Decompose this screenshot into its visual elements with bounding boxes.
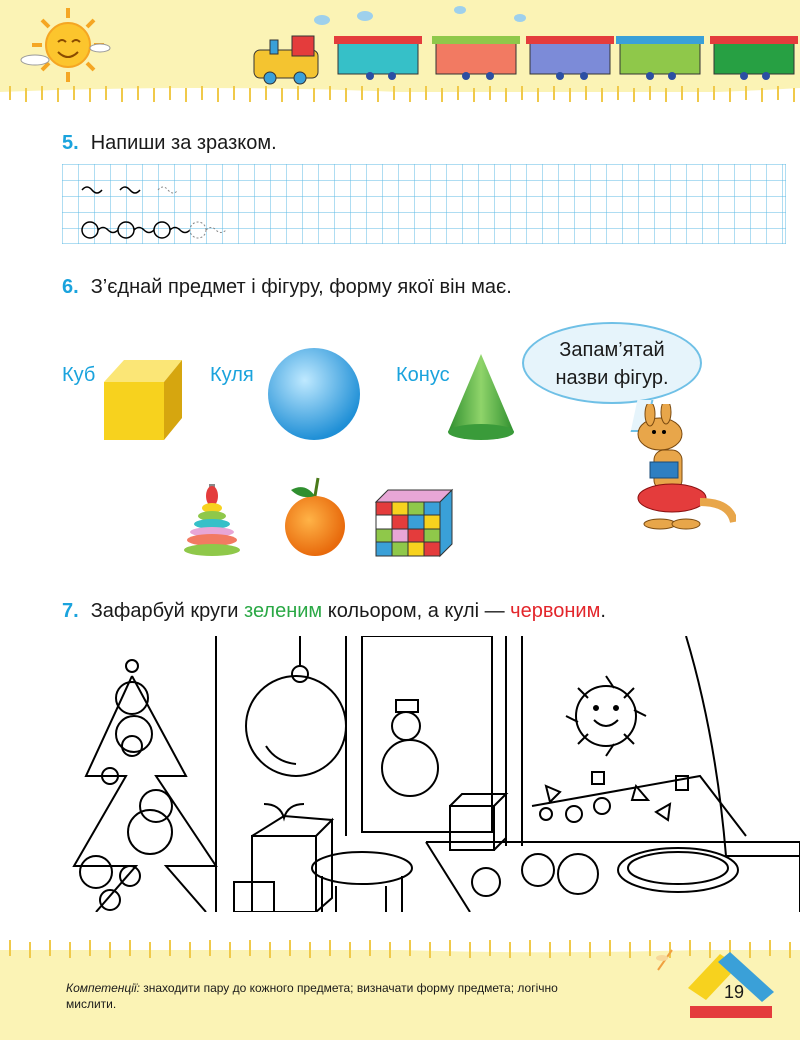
handwriting-grid — [62, 164, 786, 244]
task-number: 7. — [62, 600, 79, 622]
red-word: червоним — [510, 600, 601, 622]
cube-shape[interactable] — [102, 356, 184, 442]
sphere-label: Куля — [210, 364, 254, 386]
page-number: 19 — [723, 982, 745, 1002]
rubiks-cube-image[interactable] — [374, 488, 454, 558]
bubble-line-2: назви фігур. — [555, 367, 669, 389]
bubble-line-1: Запам’ятай — [559, 339, 665, 361]
task-5-heading — [62, 132, 277, 155]
orange-image[interactable] — [280, 474, 350, 558]
pyramid-toy-image[interactable] — [182, 482, 242, 558]
footer-label: Компетенції: — [66, 981, 140, 995]
header-decoration — [0, 0, 800, 110]
task-6-heading — [62, 276, 512, 299]
task-number: 5. — [62, 132, 79, 154]
task-instruction: З’єднай предмет і фігуру, форму якої він має. — [90, 276, 512, 298]
kangaroo-illustration — [630, 404, 736, 534]
task-7-heading — [62, 600, 606, 623]
sphere-shape[interactable] — [266, 346, 362, 442]
task-instruction: Напиши за зразком. — [90, 132, 277, 154]
cone-label: Конус — [396, 364, 450, 386]
footer-competencies — [66, 980, 586, 1012]
cube-label: Куб — [62, 364, 96, 386]
coloring-picture[interactable] — [66, 636, 800, 912]
task-text-middle: кольором, а кулі — — [322, 600, 511, 622]
speech-bubble — [522, 322, 702, 404]
task-text-end: . — [600, 600, 606, 622]
cone-shape[interactable] — [444, 352, 518, 442]
green-word: зеленим — [244, 600, 323, 622]
task-number: 6. — [62, 276, 79, 298]
footer-text: знаходити пару до кожного предмета; визначати форму предмета; логічно мислити. — [66, 981, 558, 1011]
task-text-before: Зафарбуй круги — [90, 600, 245, 622]
